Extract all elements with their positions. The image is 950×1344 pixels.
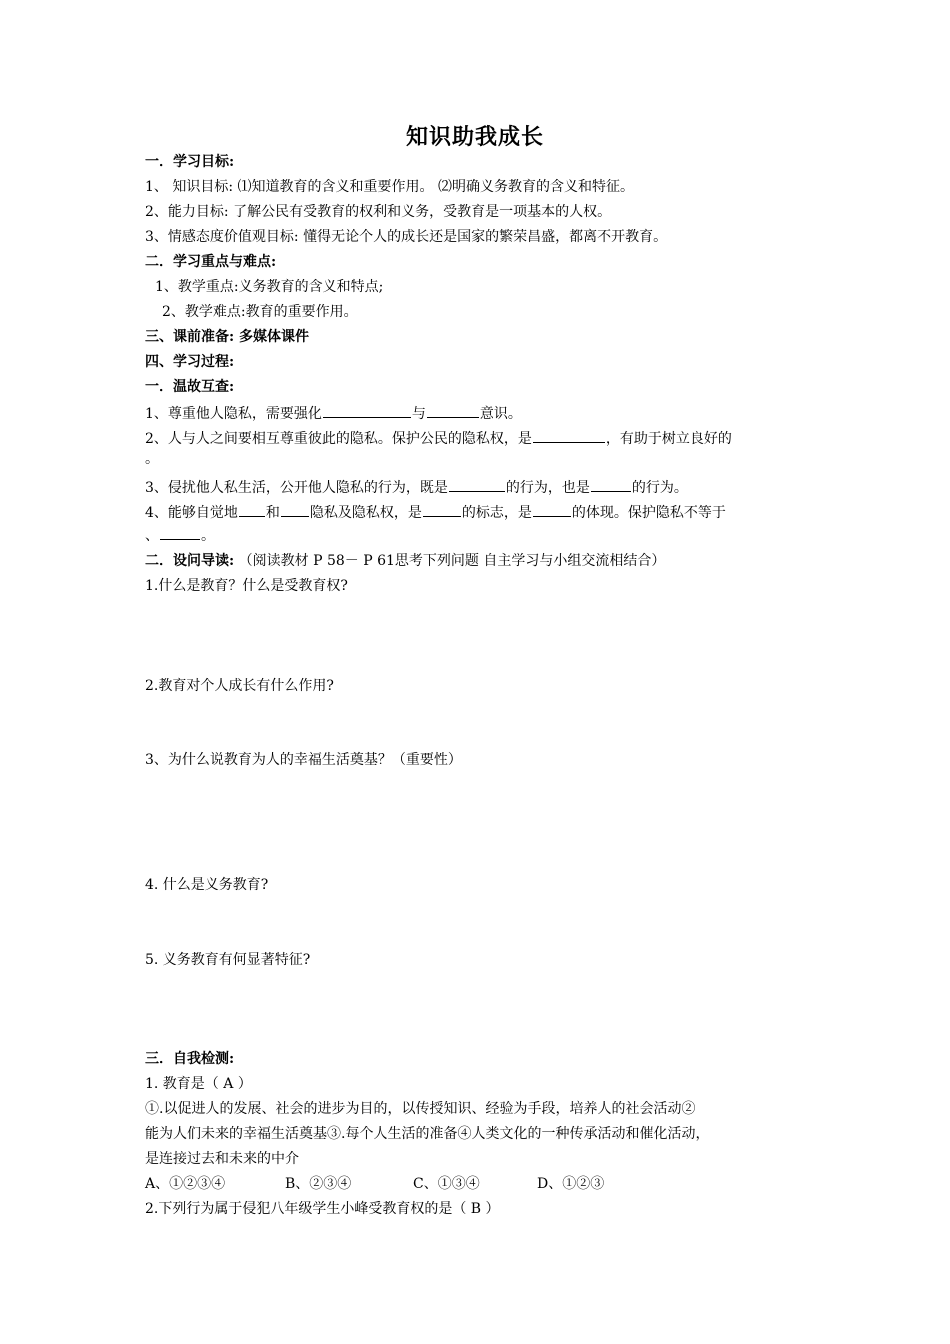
review-question-4 xyxy=(145,502,815,522)
option-d: D、①②③ xyxy=(537,1176,605,1192)
goal-attitude: 3、情感态度价值观目标: 懂得无论个人的成长还是国家的繁荣昌盛，都离不开教育。 xyxy=(145,229,668,245)
self-check-question-2: 2.下列行为属于侵犯八年级学生小峰受教育权的是（ B ） xyxy=(145,1201,500,1217)
option-c: C、①③④ xyxy=(413,1176,480,1192)
self-check-question-1-body: 能为人们未来的幸福生活奠基③.每个人生活的准备④人类文化的一种传承活动和催化活动， xyxy=(145,1126,710,1142)
guide-heading-row xyxy=(145,552,815,570)
option-a: A、①②③④ xyxy=(145,1176,226,1192)
text-fragment: 的体现。保护隐私不等于 xyxy=(571,505,726,521)
text-fragment: 和 xyxy=(265,505,280,521)
text-fragment: 的标志，是 xyxy=(461,505,532,521)
text-fragment: 、 xyxy=(145,528,159,544)
guide-question-2: 2.教育对个人成长有什么作用? xyxy=(145,678,334,694)
section-heading-focus: 二．学习重点与难点: xyxy=(145,254,277,270)
guide-question-4: 4. 什么是义务教育? xyxy=(145,877,269,893)
section-heading-process: 四、学习过程: xyxy=(145,354,235,370)
text-fragment: 与 xyxy=(411,406,426,422)
goal-knowledge: 1、 知识目标: ⑴知道教育的含义和重要作用。 ⑵明确义务教育的含义和特征。 xyxy=(145,179,634,195)
blank-line xyxy=(281,502,309,517)
focus-key-point: 1、教学重点:义务教育的含义和特点; xyxy=(155,279,384,295)
self-check-question-1-body: ①.以促进人的发展、社会的进步为目的，以传授知识、经验为手段，培养人的社会活动② xyxy=(145,1101,696,1117)
focus-difficulty: 2、教学难点:教育的重要作用。 xyxy=(162,304,358,320)
blank-line xyxy=(533,428,605,443)
review-heading: 一．温故互查: xyxy=(145,379,235,395)
blank-line xyxy=(160,525,200,540)
blank-line xyxy=(449,477,505,492)
blank-line xyxy=(239,502,265,517)
text-fragment: 的行为，也是 xyxy=(505,480,590,496)
review-question-1 xyxy=(145,403,815,423)
page-title: 知识助我成长 xyxy=(405,124,544,150)
self-check-heading: 三．自我检测: xyxy=(145,1051,235,1067)
guide-heading: 二．设问导读: xyxy=(145,553,235,569)
blank-line xyxy=(423,502,461,517)
text-fragment: ，有助于树立良好的 xyxy=(605,431,732,447)
guide-question-1: 1.什么是教育？什么是受教育权? xyxy=(145,578,348,594)
text-fragment: 隐私及隐私权，是 xyxy=(309,505,422,521)
blank-line xyxy=(427,403,479,418)
text-fragment: 1、尊重他人隐私，需要强化 xyxy=(145,406,322,422)
guide-note: （阅读教材 P 58－ P 61思考下列问题 自主学习与小组交流相结合） xyxy=(238,553,666,569)
blank-line xyxy=(323,403,411,418)
review-question-2 xyxy=(145,428,815,448)
goal-ability: 2、能力目标: 了解公民有受教育的权利和义务，受教育是一项基本的人权。 xyxy=(145,204,612,220)
text-fragment: 的行为。 xyxy=(631,480,688,496)
text-fragment: 。 xyxy=(201,528,215,544)
guide-question-3: 3、为什么说教育为人的幸福生活奠基？（重要性） xyxy=(145,752,462,768)
review-question-4-cont xyxy=(145,525,815,545)
blank-line xyxy=(591,477,631,492)
text-fragment: 意识。 xyxy=(479,406,522,422)
review-question-3 xyxy=(145,477,815,497)
section-heading-preparation: 三、课前准备: 多媒体课件 xyxy=(145,329,310,345)
text-fragment: 4、能够自觉地 xyxy=(145,505,238,521)
section-heading-goals: 一．学习目标: xyxy=(145,154,235,170)
option-b: B、②③④ xyxy=(285,1176,352,1192)
self-check-question-1: 1. 教育是（ A ） xyxy=(145,1076,252,1092)
guide-question-5: 5. 义务教育有何显著特征? xyxy=(145,952,311,968)
blank-line xyxy=(533,502,571,517)
review-question-2-cont: 。 xyxy=(145,451,159,467)
text-fragment: 2、人与人之间要相互尊重彼此的隐私。保护公民的隐私权，是 xyxy=(145,431,532,447)
self-check-question-1-body: 是连接过去和未来的中介 xyxy=(145,1151,299,1167)
text-fragment: 3、侵扰他人私生活，公开他人隐私的行为，既是 xyxy=(145,480,448,496)
